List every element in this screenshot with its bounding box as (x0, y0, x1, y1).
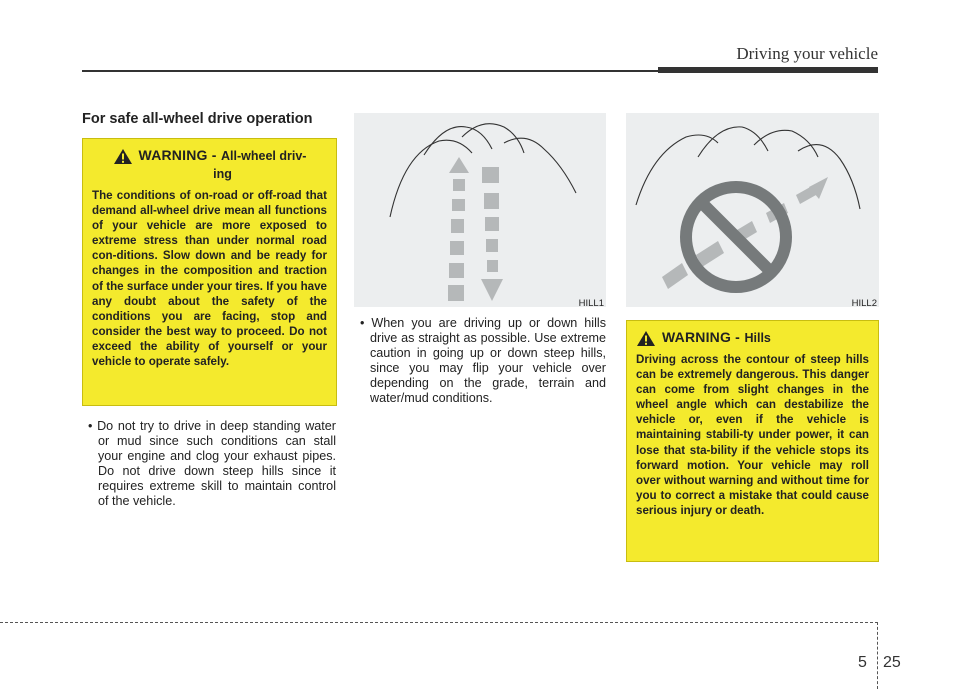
header-rule-thick (658, 67, 878, 73)
figure-label-hill2: HILL2 (851, 298, 877, 309)
warning-word: WARNING - (138, 147, 217, 163)
page-number: 25 (883, 654, 901, 671)
warning-header (636, 329, 869, 347)
bullet-hills: • When you are driving up or down hills drive as straight as possible. Use extreme caution in going up or down steep hills, since you may flip your vehicle over depending on the grade, terrain and water/mud conditions. (360, 316, 606, 405)
bullet-deep-water: • Do not try to drive in deep standing water or mud since such conditions can stall your engine and clog your exhaust pipes. Do not drive down steep hills since it requires extreme skill to maintain control of the vehicle. (88, 419, 336, 508)
warning-word: WARNING - (662, 329, 741, 345)
warning-subject: Hills (744, 331, 771, 345)
warning-body: The conditions of on-road or off-road that demand all-wheel drive mean all functions of your vehicle are more exposed to extreme stress than under normal road con-ditions. Slow down and be ready for changes in the composition and traction of the surface under your tires. If you have any doubt about the safety of the conditions you are facing, stop and consider the best way to proceed. Do not exceed the ability of yourself or your vehicle to operate safely. (92, 189, 327, 369)
warning-subject-line1: All-wheel driv- (221, 149, 307, 163)
warning-box-hills (626, 320, 879, 562)
header-rule-thin (82, 70, 662, 72)
section-heading: For safe all-wheel drive operation (82, 111, 313, 127)
warning-triangle-icon (113, 148, 133, 165)
warning-header (92, 147, 327, 183)
warning-triangle-icon (636, 330, 656, 347)
warning-body: Driving across the contour of steep hills can be extremely dangerous. This danger can come from slight changes in the wheel angle which can destabilize the vehicle or, even if the vehicle is maintaining stabili-ty under power, it can lose that sta-bility if the vehicle stops its forward motion. Your vehicle may roll over without warning and without time for you to correct a mistake that could cause serious injury or death. (636, 353, 869, 517)
footer-divider (877, 622, 878, 689)
hill-diagonal-prohibited-illustration-icon (626, 113, 879, 307)
figure-hill1 (354, 113, 606, 307)
warning-box-awd (82, 138, 337, 406)
hill-straight-path-illustration-icon (354, 113, 606, 307)
figure-hill2 (626, 113, 879, 307)
warning-subject-line2: ing (213, 167, 232, 181)
section-title: Driving your vehicle (736, 44, 878, 63)
chapter-number: 5 (858, 654, 867, 671)
figure-label-hill1: HILL1 (578, 298, 604, 309)
footer-rule (0, 622, 878, 623)
